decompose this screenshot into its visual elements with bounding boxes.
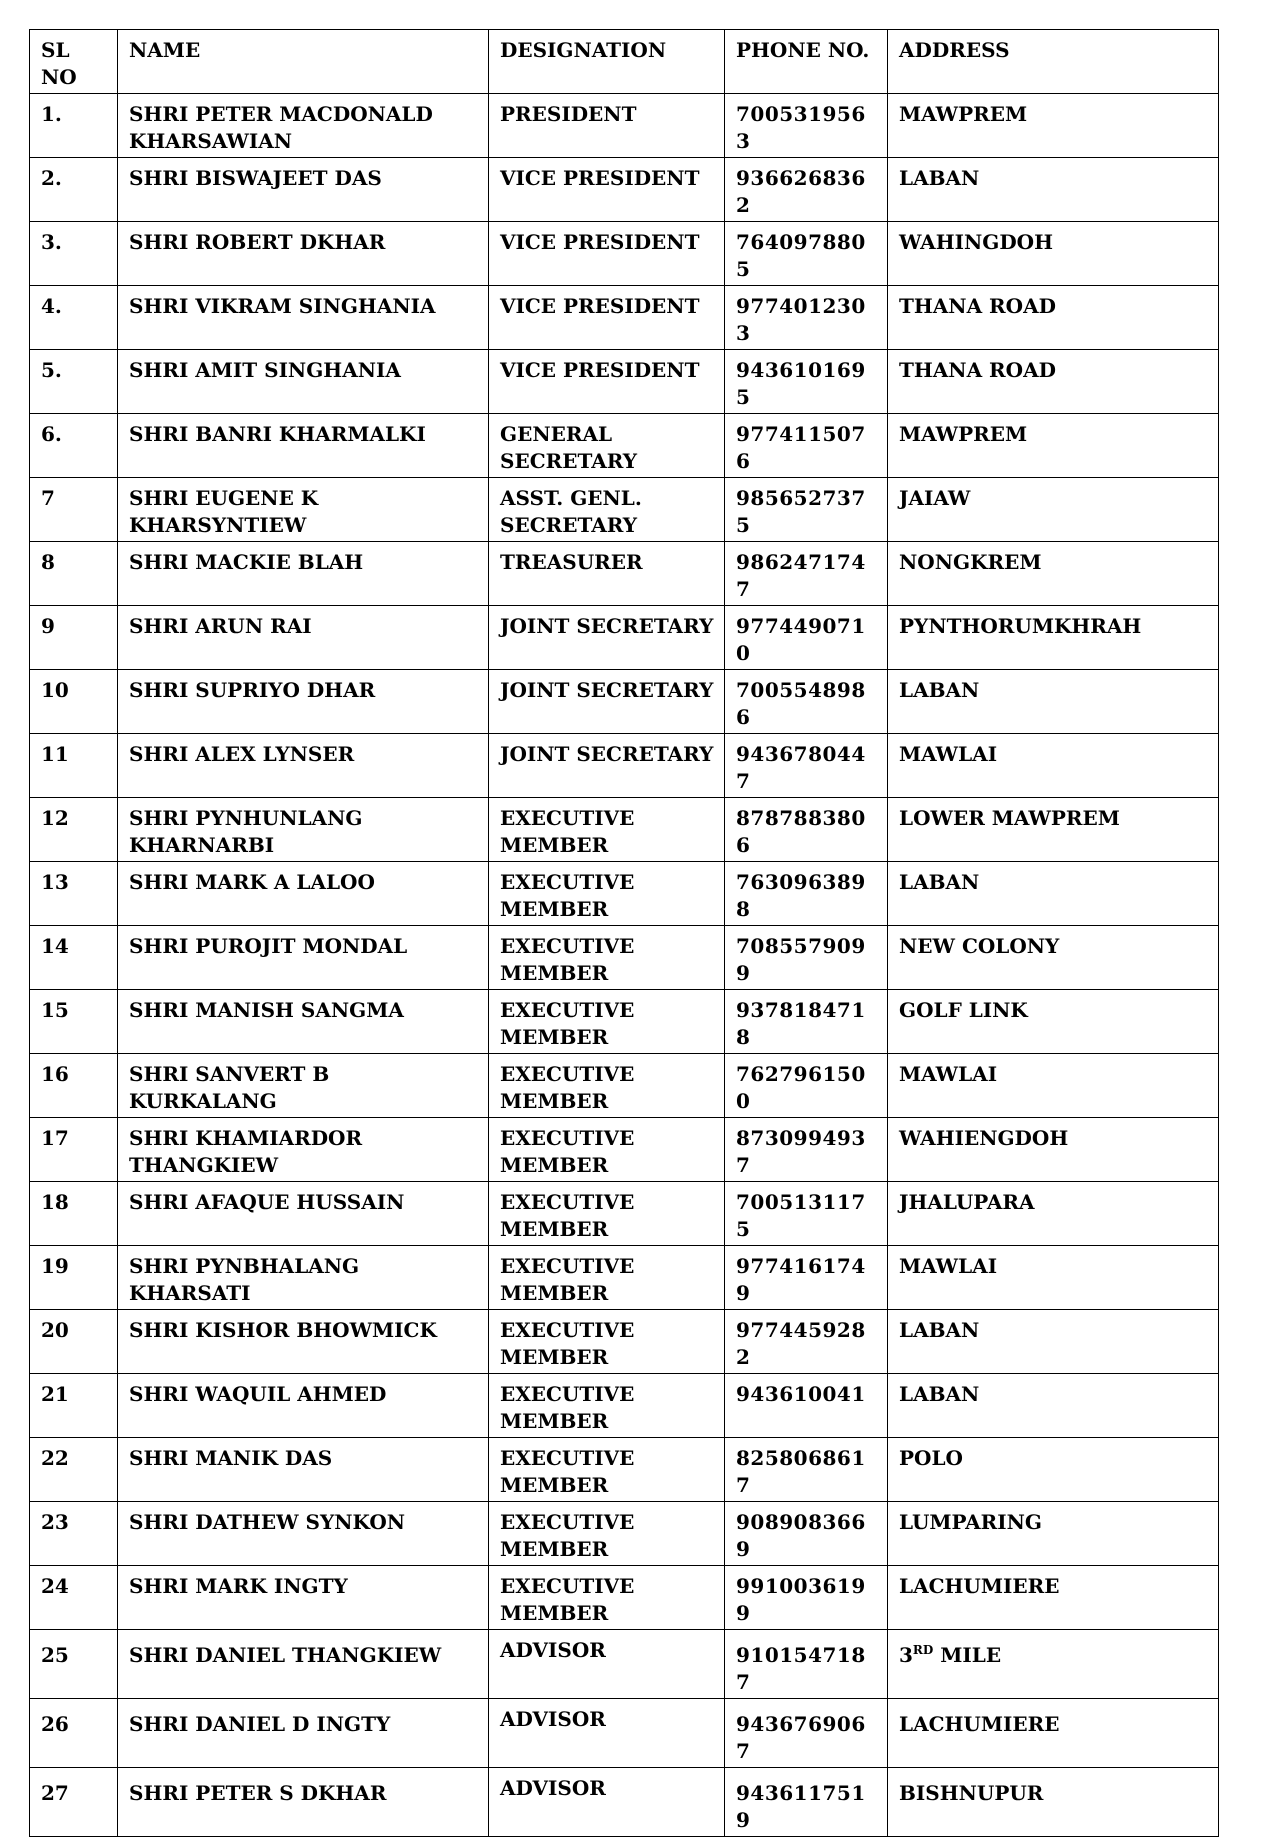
cell-phone: 9774161749 (725, 1246, 888, 1310)
cell-address: LABAN (888, 1374, 1219, 1438)
cell-designation: EXECUTIVE MEMBER (489, 1182, 725, 1246)
cell-sl: 23 (30, 1502, 118, 1566)
cell-sl: 1. (30, 94, 118, 158)
cell-address: PYNTHORUMKHRAH (888, 606, 1219, 670)
cell-sl: 17 (30, 1118, 118, 1182)
table-row (30, 94, 1219, 158)
cell-address: GOLF LINK (888, 990, 1219, 1054)
header-address: ADDRESS (888, 30, 1219, 94)
cell-phone: 9101547187 (725, 1630, 888, 1699)
cell-address: LACHUMIERE (888, 1699, 1219, 1768)
cell-designation: EXECUTIVE MEMBER (489, 1246, 725, 1310)
header-name: NAME (118, 30, 489, 94)
cell-sl: 13 (30, 862, 118, 926)
cell-phone: 9774459282 (725, 1310, 888, 1374)
cell-name: SHRI BISWAJEET DAS (118, 158, 489, 222)
cell-name: SHRI MANISH SANGMA (118, 990, 489, 1054)
cell-phone: 9856527375 (725, 478, 888, 542)
cell-sl: 21 (30, 1374, 118, 1438)
address-rest: MILE (933, 1643, 1002, 1667)
table-row (30, 1768, 1219, 1837)
cell-name: SHRI MARK A LALOO (118, 862, 489, 926)
cell-sl: 2. (30, 158, 118, 222)
cell-name: SHRI ARUN RAI (118, 606, 489, 670)
cell-phone: 9089083669 (725, 1502, 888, 1566)
cell-designation: ADVISOR (489, 1699, 725, 1768)
cell-sl: 22 (30, 1438, 118, 1502)
cell-name: SHRI SANVERT B KURKALANG (118, 1054, 489, 1118)
cell-phone: 9378184718 (725, 990, 888, 1054)
cell-designation: JOINT SECRETARY (489, 670, 725, 734)
table-row (30, 926, 1219, 990)
table-row (30, 670, 1219, 734)
cell-phone: 7640978805 (725, 222, 888, 286)
cell-name: SHRI DANIEL D INGTY (118, 1699, 489, 1768)
cell-name: SHRI WAQUIL AHMED (118, 1374, 489, 1438)
cell-designation: EXECUTIVE MEMBER (489, 1118, 725, 1182)
cell-name: SHRI EUGENE K KHARSYNTIEW (118, 478, 489, 542)
cell-phone: 9910036199 (725, 1566, 888, 1630)
cell-address: LABAN (888, 158, 1219, 222)
cell-address: MAWPREM (888, 414, 1219, 478)
cell-designation: EXECUTIVE MEMBER (489, 1438, 725, 1502)
cell-phone: 9436101695 (725, 350, 888, 414)
header-phone: PHONE NO. (725, 30, 888, 94)
cell-phone: 7630963898 (725, 862, 888, 926)
cell-address: JHALUPARA (888, 1182, 1219, 1246)
cell-name: SHRI DANIEL THANGKIEW (118, 1630, 489, 1699)
cell-address: LABAN (888, 670, 1219, 734)
cell-address: JAIAW (888, 478, 1219, 542)
cell-designation: EXECUTIVE MEMBER (489, 1566, 725, 1630)
cell-sl: 3. (30, 222, 118, 286)
cell-address: WAHINGDOH (888, 222, 1219, 286)
cell-designation: EXECUTIVE MEMBER (489, 798, 725, 862)
cell-address: LACHUMIERE (888, 1566, 1219, 1630)
cell-sl: 6. (30, 414, 118, 478)
cell-name: SHRI AMIT SINGHANIA (118, 350, 489, 414)
table-row (30, 1246, 1219, 1310)
cell-phone: 9862471747 (725, 542, 888, 606)
table-row (30, 1310, 1219, 1374)
table-row (30, 1566, 1219, 1630)
cell-name: SHRI PYNBHALANG KHARSATI (118, 1246, 489, 1310)
table-row (30, 1054, 1219, 1118)
cell-name: SHRI KISHOR BHOWMICK (118, 1310, 489, 1374)
table-row (30, 734, 1219, 798)
cell-sl: 5. (30, 350, 118, 414)
table-row (30, 1438, 1219, 1502)
cell-phone: 7005319563 (725, 94, 888, 158)
cell-sl: 27 (30, 1768, 118, 1837)
cell-designation: TREASURER (489, 542, 725, 606)
cell-sl: 9 (30, 606, 118, 670)
cell-address: THANA ROAD (888, 350, 1219, 414)
cell-address: THANA ROAD (888, 286, 1219, 350)
cell-address: LOWER MAWPREM (888, 798, 1219, 862)
cell-designation: EXECUTIVE MEMBER (489, 990, 725, 1054)
cell-phone: 7005548986 (725, 670, 888, 734)
table-row (30, 414, 1219, 478)
cell-sl: 8 (30, 542, 118, 606)
cell-sl: 19 (30, 1246, 118, 1310)
cell-address: MAWLAI (888, 734, 1219, 798)
cell-sl: 18 (30, 1182, 118, 1246)
table-row (30, 286, 1219, 350)
cell-name: SHRI BANRI KHARMALKI (118, 414, 489, 478)
cell-phone: 9436769067 (725, 1699, 888, 1768)
cell-sl: 24 (30, 1566, 118, 1630)
cell-address: WAHIENGDOH (888, 1118, 1219, 1182)
cell-designation: ASST. GENL. SECRETARY (489, 478, 725, 542)
cell-address: NEW COLONY (888, 926, 1219, 990)
address-ordinal: 3 (899, 1643, 913, 1667)
table-row (30, 542, 1219, 606)
cell-designation: VICE PRESIDENT (489, 222, 725, 286)
cell-designation: ADVISOR (489, 1630, 725, 1699)
table-row (30, 350, 1219, 414)
cell-name: SHRI PETER S DKHAR (118, 1768, 489, 1837)
cell-name: SHRI AFAQUE HUSSAIN (118, 1182, 489, 1246)
cell-sl: 7 (30, 478, 118, 542)
cell-sl: 26 (30, 1699, 118, 1768)
header-designation: DESIGNATION (489, 30, 725, 94)
cell-address: LABAN (888, 862, 1219, 926)
table-row (30, 1699, 1219, 1768)
cell-designation: JOINT SECRETARY (489, 606, 725, 670)
cell-phone: 9774490710 (725, 606, 888, 670)
cell-name: SHRI KHAMIARDOR THANGKIEW (118, 1118, 489, 1182)
header-sl-no: SL NO (30, 30, 118, 94)
cell-designation: JOINT SECRETARY (489, 734, 725, 798)
table-row (30, 606, 1219, 670)
cell-phone: 8258068617 (725, 1438, 888, 1502)
cell-address: BISHNUPUR (888, 1768, 1219, 1837)
cell-sl: 15 (30, 990, 118, 1054)
cell-sl: 10 (30, 670, 118, 734)
table-row (30, 1118, 1219, 1182)
table-row (30, 1182, 1219, 1246)
cell-address: LABAN (888, 1310, 1219, 1374)
cell-address: MAWLAI (888, 1054, 1219, 1118)
cell-designation: ADVISOR (489, 1768, 725, 1837)
cell-sl: 14 (30, 926, 118, 990)
cell-sl: 4. (30, 286, 118, 350)
cell-address: MAWLAI (888, 1246, 1219, 1310)
cell-phone: 9436117519 (725, 1768, 888, 1837)
cell-phone: 9436780447 (725, 734, 888, 798)
cell-address: NONGKREM (888, 542, 1219, 606)
cell-phone: 9774012303 (725, 286, 888, 350)
cell-phone: 7627961500 (725, 1054, 888, 1118)
cell-name: SHRI SUPRIYO DHAR (118, 670, 489, 734)
cell-sl: 11 (30, 734, 118, 798)
cell-name: SHRI MARK INGTY (118, 1566, 489, 1630)
cell-designation: EXECUTIVE MEMBER (489, 1502, 725, 1566)
cell-designation: VICE PRESIDENT (489, 158, 725, 222)
members-table (29, 29, 1219, 1837)
table-row (30, 862, 1219, 926)
cell-name: SHRI DATHEW SYNKON (118, 1502, 489, 1566)
cell-phone: 7005131175 (725, 1182, 888, 1246)
cell-designation: EXECUTIVE MEMBER (489, 1374, 725, 1438)
cell-designation: VICE PRESIDENT (489, 286, 725, 350)
address-ordinal-suffix: RD (912, 1643, 934, 1657)
cell-phone: 7085579099 (725, 926, 888, 990)
cell-designation: GENERAL SECRETARY (489, 414, 725, 478)
table-row (30, 158, 1219, 222)
cell-phone: 8730994937 (725, 1118, 888, 1182)
cell-designation: EXECUTIVE MEMBER (489, 926, 725, 990)
cell-designation: EXECUTIVE MEMBER (489, 1310, 725, 1374)
document-page (29, 29, 1218, 1837)
cell-name: SHRI PUROJIT MONDAL (118, 926, 489, 990)
cell-designation: VICE PRESIDENT (489, 350, 725, 414)
cell-address: POLO (888, 1438, 1219, 1502)
cell-name: SHRI MACKIE BLAH (118, 542, 489, 606)
cell-sl: 20 (30, 1310, 118, 1374)
table-row (30, 222, 1219, 286)
cell-sl: 16 (30, 1054, 118, 1118)
cell-phone: 943610041 (725, 1374, 888, 1438)
cell-designation: PRESIDENT (489, 94, 725, 158)
cell-address: MAWPREM (888, 94, 1219, 158)
cell-name: SHRI PYNHUNLANG KHARNARBI (118, 798, 489, 862)
cell-address: LUMPARING (888, 1502, 1219, 1566)
cell-name: SHRI MANIK DAS (118, 1438, 489, 1502)
cell-phone: 9366268362 (725, 158, 888, 222)
cell-name: SHRI ROBERT DKHAR (118, 222, 489, 286)
table-row (30, 478, 1219, 542)
cell-phone: 9774115076 (725, 414, 888, 478)
cell-designation: EXECUTIVE MEMBER (489, 1054, 725, 1118)
cell-phone: 8787883806 (725, 798, 888, 862)
cell-address (888, 1630, 1219, 1699)
cell-sl: 12 (30, 798, 118, 862)
cell-name: SHRI ALEX LYNSER (118, 734, 489, 798)
cell-name: SHRI PETER MACDONALD KHARSAWIAN (118, 94, 489, 158)
table-row (30, 990, 1219, 1054)
cell-name: SHRI VIKRAM SINGHANIA (118, 286, 489, 350)
table-row (30, 1630, 1219, 1699)
cell-designation: EXECUTIVE MEMBER (489, 862, 725, 926)
table-row (30, 1374, 1219, 1438)
table-row (30, 798, 1219, 862)
cell-sl: 25 (30, 1630, 118, 1699)
table-row (30, 1502, 1219, 1566)
table-header-row (30, 30, 1219, 94)
